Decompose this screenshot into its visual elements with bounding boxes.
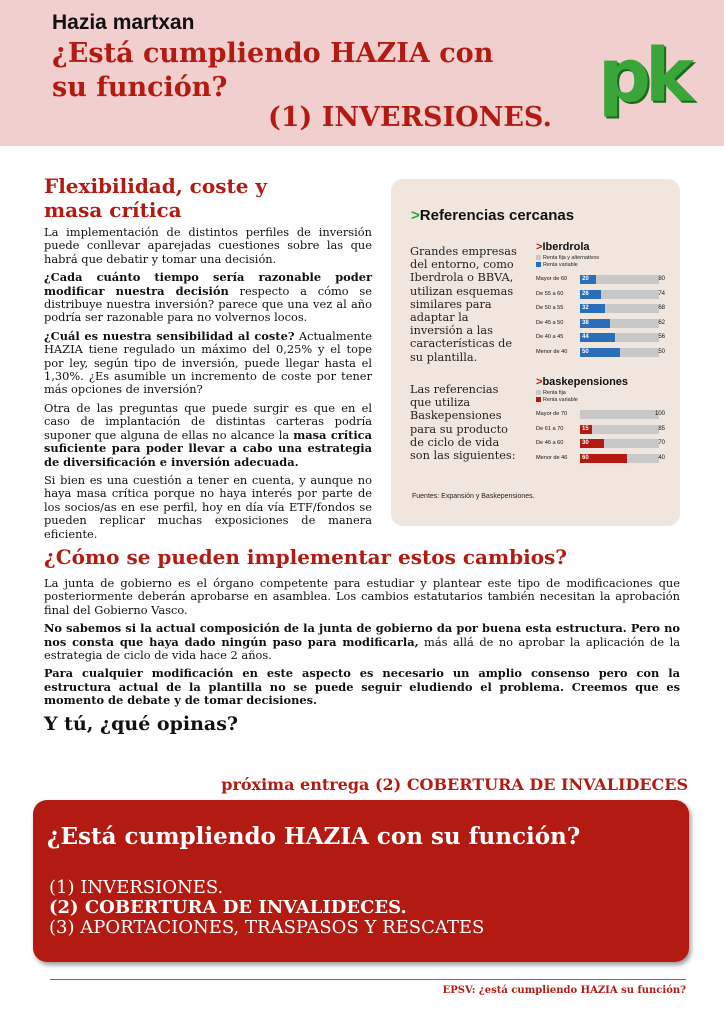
- legend-label: Renta variable: [543, 262, 578, 268]
- data-label-variable: 44: [582, 334, 589, 340]
- chart-row: [536, 437, 666, 452]
- bar-track: [580, 333, 665, 342]
- chart-title-text: baskepensiones: [542, 376, 629, 388]
- paragraph: La junta de gobierno es el órgano competente para estudiar y plantear este tipo de modificaciones que posteriormente deberán aprobarse en asamblea. Los cambios estatutarios también necesitan la aprobación final del Gobierno Vasco.: [44, 576, 680, 617]
- article-column: [44, 226, 372, 541]
- data-label-variable: 30: [582, 440, 589, 446]
- text: Actualmente HAZIA tiene regulado un máximo del 0,25% y el tope por ley, según tipo de inversión, puede llegar hasta el 1,30%. ¿Es asumible un incremento de coste por tener más opciones de inversión?: [44, 328, 372, 397]
- data-label-fija: 74: [658, 290, 665, 297]
- bold-text: ¿Cuál es nuestra sensibilidad al coste?: [44, 328, 295, 343]
- header-band: [0, 0, 724, 146]
- legend-label: Renta variable: [543, 397, 578, 403]
- legend-label: Renta fija: [543, 390, 566, 396]
- bar-track: [580, 439, 665, 448]
- bar-track: [580, 454, 665, 463]
- chevron-right-icon: >: [536, 241, 543, 253]
- chart-row: [536, 331, 666, 346]
- chart-legend: [536, 255, 666, 269]
- paragraph: La implementación de distintos perfiles de inversión puede conllevar aparejadas cuestiones sobre las que habrá que debatir y tomar una decisión.: [44, 225, 372, 266]
- section2-body: [44, 577, 680, 708]
- bar-track: [580, 290, 665, 299]
- paragraph: [44, 402, 372, 469]
- tick-label: De 61 a 70: [536, 425, 564, 432]
- tick-label: De 46 a 60: [536, 440, 564, 446]
- data-label-variable: 50: [582, 348, 589, 355]
- data-label-fija: 70: [658, 440, 665, 446]
- legend-item: [536, 390, 666, 397]
- swatch-icon: [536, 397, 541, 402]
- footer-rule: [50, 979, 686, 980]
- list-item: (2) COBERTURA DE INVALIDECES.: [49, 897, 407, 918]
- text: más allá de no aprobar la aplicación de la estrategia de ciclo de vida hace 2 años.: [44, 634, 681, 663]
- list-item: (3) APORTACIONES, TRASPASOS Y RESCATES: [49, 917, 485, 938]
- data-label-fija: 62: [658, 319, 665, 326]
- bar-track: [580, 319, 665, 328]
- tick-label: De 45 a 50: [536, 319, 564, 326]
- bar-track: [580, 304, 665, 313]
- chart-row: [536, 273, 666, 288]
- list-item: (1) INVERSIONES.: [49, 877, 224, 898]
- legend-item: [536, 397, 666, 404]
- references-panel: [391, 179, 680, 526]
- bold-text: Para cualquier modificación en este aspecto es necesario un amplio consenso pero con la estructura actual de la plantilla no se puede seguir eludiendo el problema. Creemos que es momento de debate y de tomar decisiones.: [44, 666, 680, 708]
- closing-question: Y tú, ¿qué opinas?: [44, 713, 239, 735]
- bar-track: [580, 425, 665, 434]
- bar-track: [580, 410, 665, 419]
- tick-label: Menor de 40: [536, 348, 568, 355]
- data-label-variable: 38: [582, 319, 589, 326]
- tick-label: De 40 a 45: [536, 334, 564, 340]
- data-label-variable: 20: [582, 276, 589, 282]
- paragraph: Si bien es una cuestión a tener en cuenta, y aunque no haya masa crítica porque no haya interés por parte de los socios/as en ese perfil, hoy en día vía ETF/fondos se pueden replicar muchas exposiciones de manera eficiente.: [44, 472, 372, 541]
- page-title-line1: ¿Está cumpliendo HAZIA con: [52, 38, 494, 69]
- paragraph: [44, 667, 680, 707]
- paragraph: [44, 271, 372, 325]
- kicker: Hazia martxan: [52, 11, 195, 34]
- data-label-fija: 100: [654, 411, 665, 417]
- bold-text: masa crítica suficiente para poder llevar a cabo una estrategia de diversificación e inversión adecuada.: [44, 427, 372, 469]
- data-label-fija: 56: [658, 334, 665, 340]
- data-label-variable: 60: [582, 454, 589, 461]
- chevron-right-icon: >: [536, 376, 543, 388]
- tick-label: Menor de 46: [536, 454, 568, 461]
- chevron-right-icon: >: [411, 207, 420, 224]
- panel-title: [411, 207, 574, 224]
- box-title: ¿Está cumpliendo HAZIA con su función?: [47, 823, 581, 850]
- data-label-fija: 50: [658, 348, 665, 355]
- tick-label: Mayor de 70: [536, 411, 568, 417]
- chart-title-text: Iberdrola: [542, 241, 590, 253]
- iberdrola-chart: [536, 241, 666, 360]
- section2-heading: ¿Cómo se pueden implementar estos cambios?: [44, 545, 568, 569]
- footer: EPSV: ¿está cumpliendo HAZIA su función?: [442, 985, 686, 996]
- data-label-variable: 32: [582, 305, 589, 311]
- tick-label: Mayor de 60: [536, 276, 568, 282]
- text: Otra de las preguntas que puede surgir es que en el caso de implantación de distintas carteras podría suponer que alguna de ellas no alcance la: [44, 400, 372, 442]
- chart-row: [536, 423, 666, 438]
- next-issue: próxima entrega (2) COBERTURA DE INVALIDECES: [221, 775, 688, 794]
- legend-label: Renta fija y alternativos: [543, 255, 600, 261]
- data-label-variable: 26: [582, 290, 589, 297]
- series-box: [33, 800, 689, 962]
- bar-track: [580, 348, 665, 357]
- data-label-fija: 40: [658, 454, 665, 461]
- data-label-fija: 80: [658, 276, 665, 282]
- legend-item: [536, 255, 666, 262]
- section-heading-line2: masa crítica: [44, 198, 182, 222]
- panel-text: Grandes empresas del entorno, como Iberdrola o BBVA, utilizan esquemas similares para adaptar la inversión a las características de su plantilla.: [410, 245, 517, 364]
- baskepensiones-chart: [536, 376, 666, 466]
- chart-row: [536, 452, 666, 467]
- bold-text: ¿Cada cuánto tiempo sería razonable poder modificar nuestra decisión: [44, 270, 372, 298]
- chart-row: [536, 288, 666, 303]
- swatch-icon: [536, 262, 541, 267]
- swatch-icon: [536, 255, 541, 260]
- logo-text: pk: [598, 33, 689, 119]
- chart-row: [536, 302, 666, 317]
- data-label-variable: 15: [582, 425, 589, 432]
- chart-rows: [536, 408, 666, 466]
- legend-item: [536, 262, 666, 269]
- section-heading-line1: Flexibilidad, coste y: [44, 174, 267, 198]
- page-title-line3: (1) INVERSIONES.: [268, 102, 552, 133]
- panel-source: Fuentes: Expansión y Baskepensiones.: [412, 493, 535, 500]
- panel-title-text: Referencias cercanas: [419, 207, 575, 224]
- paragraph: [44, 622, 680, 662]
- pk-logo: [598, 33, 689, 119]
- bold-text: No sabemos si la actual composición de la junta de gobierno da por buena esta estructura. Pero no nos consta que haya dado ningún paso para modificarla,: [44, 621, 680, 649]
- chart-legend: [536, 390, 666, 404]
- tick-label: De 50 a 55: [536, 305, 564, 311]
- chart-rows: [536, 273, 666, 360]
- section-heading: [44, 174, 374, 222]
- chart-row: [536, 408, 666, 423]
- chart-row: [536, 346, 666, 361]
- text: respecto a cómo se distribuye nuestra inversión? parece que una vez al año podría ser razonable para no volvernos locos.: [44, 283, 372, 325]
- page-title-line2: su función?: [52, 72, 228, 103]
- paragraph: [44, 330, 372, 397]
- chart-title: [536, 376, 666, 388]
- data-label-fija: 85: [658, 425, 665, 432]
- tick-label: De 55 a 60: [536, 290, 564, 297]
- chart-title: [536, 241, 666, 253]
- box-list: [49, 878, 484, 938]
- bar-track: [580, 275, 665, 284]
- swatch-icon: [536, 390, 541, 395]
- chart-row: [536, 317, 666, 332]
- data-label-fija: 68: [658, 305, 665, 311]
- panel-text: Las referencias que utiliza Baskepensiones para su producto de ciclo de vida son las siguientes:: [410, 383, 516, 463]
